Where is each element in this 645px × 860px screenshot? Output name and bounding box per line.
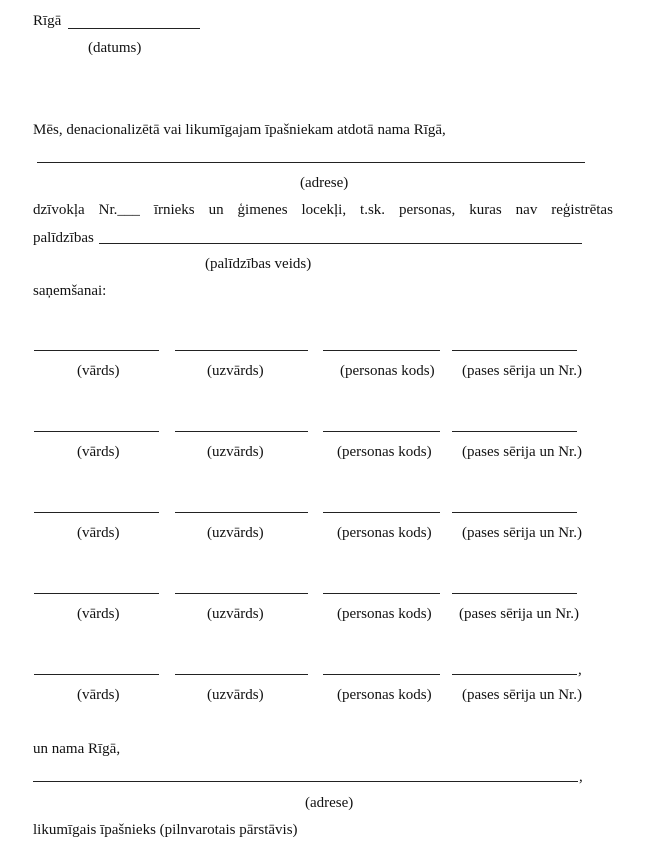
apartment-word: kuras xyxy=(469,202,502,218)
apartment-word: t.sk. xyxy=(360,202,386,218)
intro-statement: Mēs, denacionalizētā vai likumīgajam īpašniekam atdotā nama Rīgā, xyxy=(33,122,446,138)
surname-caption: (uzvārds) xyxy=(207,687,264,703)
passport-blank-line[interactable] xyxy=(452,431,577,432)
personal-code-blank-line[interactable] xyxy=(323,593,440,594)
passport-caption: (pases sērija un Nr.) xyxy=(462,363,582,379)
personal-code-blank-line[interactable] xyxy=(323,512,440,513)
owner-label: likumīgais īpašnieks (pilnvarotais pārstāvis) xyxy=(33,822,298,838)
name-caption: (vārds) xyxy=(77,606,120,622)
name-blank-line[interactable] xyxy=(34,350,159,351)
personal-code-caption: (personas kods) xyxy=(337,444,432,460)
passport-blank-line[interactable] xyxy=(452,350,577,351)
apartment-word: un xyxy=(208,202,224,218)
personal-code-blank-line[interactable] xyxy=(323,431,440,432)
passport-caption: (pases sērija un Nr.) xyxy=(462,444,582,460)
surname-blank-line[interactable] xyxy=(175,431,308,432)
date-caption: (datums) xyxy=(88,40,142,56)
name-caption: (vārds) xyxy=(77,525,120,541)
address-blank-line[interactable] xyxy=(37,162,585,163)
surname-blank-line[interactable] xyxy=(175,350,308,351)
surname-blank-line[interactable] xyxy=(175,593,308,594)
house-address-blank-line[interactable] xyxy=(33,781,578,782)
name-blank-line[interactable] xyxy=(34,674,159,675)
personal-code-blank-line[interactable] xyxy=(323,350,440,351)
name-blank-line[interactable] xyxy=(34,593,159,594)
apartment-word: īrnieks xyxy=(153,202,195,218)
apartment-word: locekļi, xyxy=(301,202,347,218)
name-blank-line[interactable] xyxy=(34,431,159,432)
apartment-word: personas, xyxy=(399,202,456,218)
apartment-word: Nr.___ xyxy=(98,202,140,218)
passport-caption: (pases sērija un Nr.) xyxy=(459,606,579,622)
personal-code-caption: (personas kods) xyxy=(340,363,435,379)
passport-caption: (pases sērija un Nr.) xyxy=(462,687,582,703)
house-trailing-comma: , xyxy=(579,769,583,785)
address-caption: (adrese) xyxy=(300,175,349,191)
house-address-caption: (adrese) xyxy=(305,795,354,811)
passport-blank-line[interactable] xyxy=(452,674,577,675)
surname-blank-line[interactable] xyxy=(175,512,308,513)
passport-caption: (pases sērija un Nr.) xyxy=(462,525,582,541)
surname-caption: (uzvārds) xyxy=(207,525,264,541)
personal-code-caption: (personas kods) xyxy=(337,525,432,541)
surname-caption: (uzvārds) xyxy=(207,606,264,622)
surname-caption: (uzvārds) xyxy=(207,363,264,379)
surname-blank-line[interactable] xyxy=(175,674,308,675)
apartment-word: dzīvokļa xyxy=(33,202,85,218)
aid-type-blank-line[interactable] xyxy=(99,243,582,244)
aid-type-caption: (palīdzības veids) xyxy=(205,256,312,272)
receiving-label: saņemšanai: xyxy=(33,283,107,299)
apartment-word: nav xyxy=(515,202,538,218)
name-blank-line[interactable] xyxy=(34,512,159,513)
name-caption: (vārds) xyxy=(77,687,120,703)
personal-code-caption: (personas kods) xyxy=(337,687,432,703)
date-blank-line[interactable] xyxy=(68,28,200,29)
row-trailing-comma: , xyxy=(578,662,582,678)
apartment-word: reģistrētas xyxy=(551,202,613,218)
surname-caption: (uzvārds) xyxy=(207,444,264,460)
passport-blank-line[interactable] xyxy=(452,512,577,513)
name-caption: (vārds) xyxy=(77,363,120,379)
name-caption: (vārds) xyxy=(77,444,120,460)
apartment-word: ģimenes xyxy=(237,202,288,218)
apartment-line xyxy=(33,201,613,219)
aid-label: palīdzības xyxy=(33,230,94,246)
personal-code-blank-line[interactable] xyxy=(323,674,440,675)
personal-code-caption: (personas kods) xyxy=(337,606,432,622)
passport-blank-line[interactable] xyxy=(452,593,577,594)
city-label: Rīgā xyxy=(33,13,62,29)
house-text: un nama Rīgā, xyxy=(33,741,121,757)
